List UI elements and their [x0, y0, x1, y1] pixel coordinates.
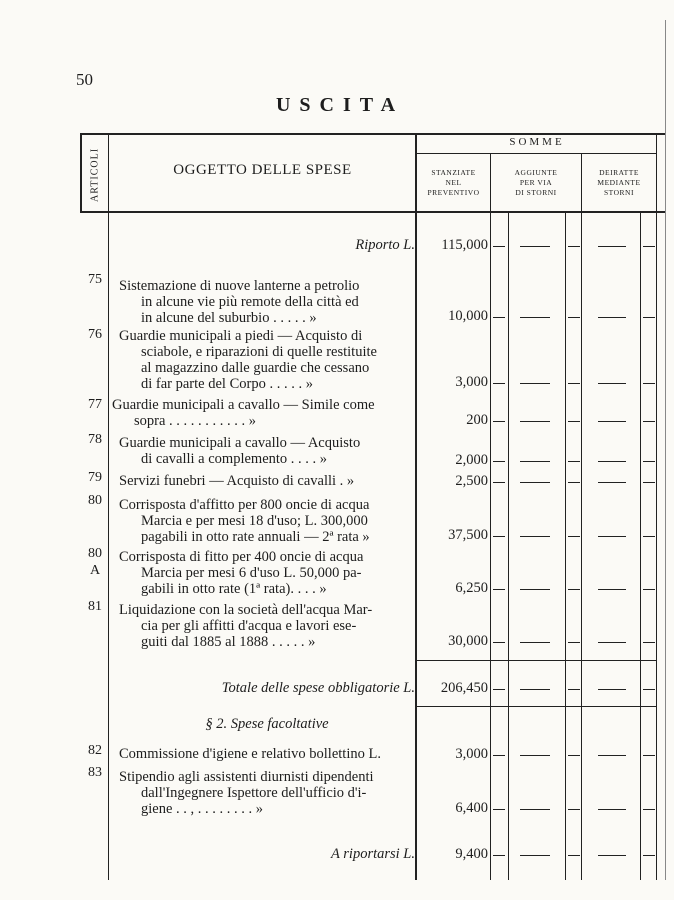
col3-inner-divider	[640, 213, 641, 880]
dash-mark	[568, 461, 580, 462]
table-top-border	[80, 133, 666, 135]
dash-mark	[493, 642, 505, 643]
dash-mark	[598, 317, 626, 318]
dash-mark	[643, 383, 655, 384]
dash-mark	[493, 461, 505, 462]
dash-mark	[598, 482, 626, 483]
dash-mark	[520, 755, 550, 756]
dash-mark	[568, 755, 580, 756]
dash-mark	[568, 383, 580, 384]
dash-mark	[568, 536, 580, 537]
article-number: 75	[88, 272, 102, 287]
dash-mark	[520, 536, 550, 537]
dash-mark	[598, 246, 626, 247]
dash-mark	[520, 689, 550, 690]
totale-label: Totale delle spese obbligatorie L.	[221, 680, 415, 696]
dash-mark	[643, 536, 655, 537]
dash-mark	[598, 642, 626, 643]
dash-mark	[568, 482, 580, 483]
expense-amount: 6,250	[455, 580, 488, 596]
dash-mark	[493, 755, 505, 756]
riporto-amount: 115,000	[441, 237, 488, 253]
dash-mark	[493, 589, 505, 590]
total-rule	[417, 706, 657, 707]
expense-description: Servizi funebri — Acquisto di cavalli . »	[119, 473, 355, 489]
dash-mark	[643, 755, 655, 756]
dash-mark	[598, 755, 626, 756]
col2-divider	[581, 153, 582, 880]
dash-mark	[568, 855, 580, 856]
expense-description: Guardie municipali a cavallo — Simile come sopra . . . . . . . . . . . »	[112, 397, 375, 429]
expense-description: Sistemazione di nuove lanterne a petrolio in alcune vie più remote della città ed in alcune del suburbio . . . . . »	[119, 278, 360, 326]
dash-mark	[520, 421, 550, 422]
article-number: 79	[88, 470, 102, 485]
dash-mark	[520, 461, 550, 462]
dash-mark	[520, 482, 550, 483]
col1-divider	[490, 153, 491, 880]
dash-mark	[568, 317, 580, 318]
dash-mark	[643, 461, 655, 462]
expense-description: Guardie municipali a piedi — Acquisto di sciabole, e riparazioni di quelle restituite al magazzino dalle guardie che cessano di far parte del Corpo . . . . . »	[119, 328, 377, 392]
expense-description: Stipendio agli assistenti diurnisti dipendenti dall'Ingegnere Ispettore dell'ufficio d'i- giene . . , . . . . . . . . »	[119, 769, 374, 817]
dash-mark	[598, 589, 626, 590]
dash-mark	[643, 246, 655, 247]
dash-mark	[568, 246, 580, 247]
dash-mark	[568, 642, 580, 643]
dash-mark	[643, 589, 655, 590]
total-rule	[417, 660, 657, 661]
oggetto-header: OGGETTO DELLE SPESE	[173, 162, 352, 178]
dash-mark	[493, 246, 505, 247]
dash-mark	[568, 589, 580, 590]
dash-mark	[493, 809, 505, 810]
expense-amount: 2,000	[455, 452, 488, 468]
expense-amount: 3,000	[455, 746, 488, 762]
dash-mark	[643, 421, 655, 422]
article-number: 80 A	[88, 546, 102, 578]
dash-mark	[568, 809, 580, 810]
dash-mark	[568, 421, 580, 422]
expense-amount: 10,000	[448, 308, 488, 324]
riportarsi-amount: 9,400	[455, 846, 488, 862]
dash-mark	[643, 317, 655, 318]
expense-amount: 6,400	[455, 800, 488, 816]
dash-mark	[520, 642, 550, 643]
expense-amount: 30,000	[448, 633, 488, 649]
expense-amount: 3,000	[455, 374, 488, 390]
expense-description: Commissione d'igiene e relativo bollettino L.	[119, 746, 381, 762]
dash-mark	[493, 536, 505, 537]
expense-description: Corrisposta d'affitto per 800 oncie di acqua Marcia e per mesi 18 d'uso; L. 300,000 pagabili in otto rate annuali — 2ª rata »	[119, 497, 370, 545]
expense-description: Guardie municipali a cavallo — Acquisto di cavalli a complemento . . . . »	[119, 435, 361, 467]
dash-mark	[493, 855, 505, 856]
dash-mark	[568, 689, 580, 690]
expense-amount: 2,500	[455, 473, 488, 489]
somme-header: SOMME	[509, 136, 565, 148]
page-title: USCITA	[275, 94, 405, 116]
dash-mark	[493, 317, 505, 318]
riporto-label: Riporto L.	[355, 237, 415, 253]
col-deiratte-header: DEIRATTE MEDIANTE STORNI	[597, 168, 641, 197]
dash-mark	[643, 642, 655, 643]
article-number: 81	[88, 599, 102, 614]
dash-mark	[493, 421, 505, 422]
totale-amount: 206,450	[440, 680, 488, 696]
article-number: 76	[88, 327, 102, 342]
col2-inner-divider	[565, 213, 566, 880]
dash-mark	[598, 383, 626, 384]
articoli-divider	[108, 133, 109, 880]
dash-mark	[598, 809, 626, 810]
article-number: 83	[88, 765, 102, 780]
dash-mark	[643, 689, 655, 690]
riportarsi-label: A riportarsi L.	[331, 846, 415, 862]
header-bottom-border	[80, 211, 666, 213]
dash-mark	[520, 383, 550, 384]
article-number: 82	[88, 743, 102, 758]
somme-divider	[417, 153, 657, 154]
article-number: 77	[88, 397, 102, 412]
dash-mark	[493, 383, 505, 384]
dash-mark	[520, 855, 550, 856]
expense-description: Corrisposta di fitto per 400 oncie di acqua Marcia per mesi 6 d'uso L. 50,000 pa- gabili in otto rate (1ª rata). . . . »	[119, 549, 364, 597]
expense-description: Liquidazione con la società dell'acqua Mar- cia per gli affitti d'acqua e lavori ese- guiti dal 1885 al 1888 . . . . . »	[119, 602, 373, 650]
dash-mark	[520, 246, 550, 247]
col-aggiunte-header: AGGIUNTE PER VIA DI STORNI	[514, 168, 558, 197]
dash-mark	[520, 589, 550, 590]
col-stanziate-header: STANZIATE NEL PREVENTIVO	[427, 168, 480, 197]
dash-mark	[643, 855, 655, 856]
dash-mark	[598, 461, 626, 462]
dash-mark	[493, 482, 505, 483]
expense-amount: 37,500	[448, 527, 488, 543]
dash-mark	[598, 536, 626, 537]
dash-mark	[598, 855, 626, 856]
dash-mark	[520, 809, 550, 810]
expense-amount: 200	[466, 412, 488, 428]
right-border	[656, 133, 657, 880]
dash-mark	[598, 421, 626, 422]
page-number: 50	[76, 70, 93, 89]
page-edge-mark	[665, 20, 666, 880]
dash-mark	[643, 809, 655, 810]
dash-mark	[520, 317, 550, 318]
dash-mark	[493, 689, 505, 690]
article-number: 78	[88, 432, 102, 447]
dash-mark	[598, 689, 626, 690]
oggetto-divider	[415, 133, 417, 880]
article-number: 80	[88, 493, 102, 508]
articoli-header: ARTICOLI	[89, 147, 101, 203]
section-heading: § 2. Spese facoltative	[205, 716, 329, 732]
dash-mark	[643, 482, 655, 483]
col1-inner-divider	[508, 213, 509, 880]
